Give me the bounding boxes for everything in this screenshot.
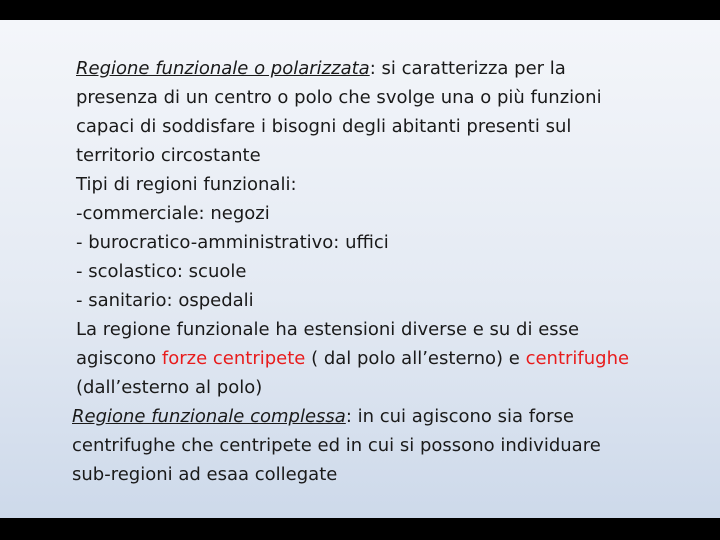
slide-body bbox=[72, 54, 702, 489]
text-line: centrifughe che centripete ed in cui si possono individuare bbox=[72, 435, 601, 456]
term-centrifugal: centrifughe bbox=[525, 348, 630, 369]
definition-complex-region: Regione funzionale complessa: in cui agiscono sia forse bbox=[72, 406, 574, 427]
slide bbox=[0, 20, 720, 518]
text-line: sub-regioni ad esaa collegate bbox=[72, 464, 338, 485]
term-complex-region: Regione funzionale complessa bbox=[72, 406, 346, 427]
text-line: (dall’esterno al polo) bbox=[76, 377, 263, 398]
text-line: capaci di soddisfare i bisogni degli abitanti presenti sul bbox=[76, 116, 572, 137]
text-line: territorio circostante bbox=[76, 145, 261, 166]
term-polarized-region: Regione funzionale o polarizzata bbox=[76, 58, 370, 79]
list-item-school: - scolastico: scuole bbox=[76, 261, 247, 282]
definition-polarized-region: Regione funzionale o polarizzata: si caratterizza per la bbox=[76, 58, 566, 79]
list-item-bureaucratic: - burocratico-amministrativo: uffici bbox=[76, 232, 389, 253]
list-item-commercial: -commerciale: negozi bbox=[76, 203, 270, 224]
text-line: La regione funzionale ha estensioni diverse e su di esse bbox=[76, 319, 580, 340]
forces-line: agiscono forze centripete ( dal polo all’esterno) e centrifughe bbox=[76, 348, 630, 369]
list-item-health: - sanitario: ospedali bbox=[76, 290, 254, 311]
types-heading: Tipi di regioni funzionali: bbox=[76, 174, 297, 195]
term-centripetal-forces: forze centripete bbox=[161, 348, 306, 369]
text-line: presenza di un centro o polo che svolge una o più funzioni bbox=[76, 87, 602, 108]
